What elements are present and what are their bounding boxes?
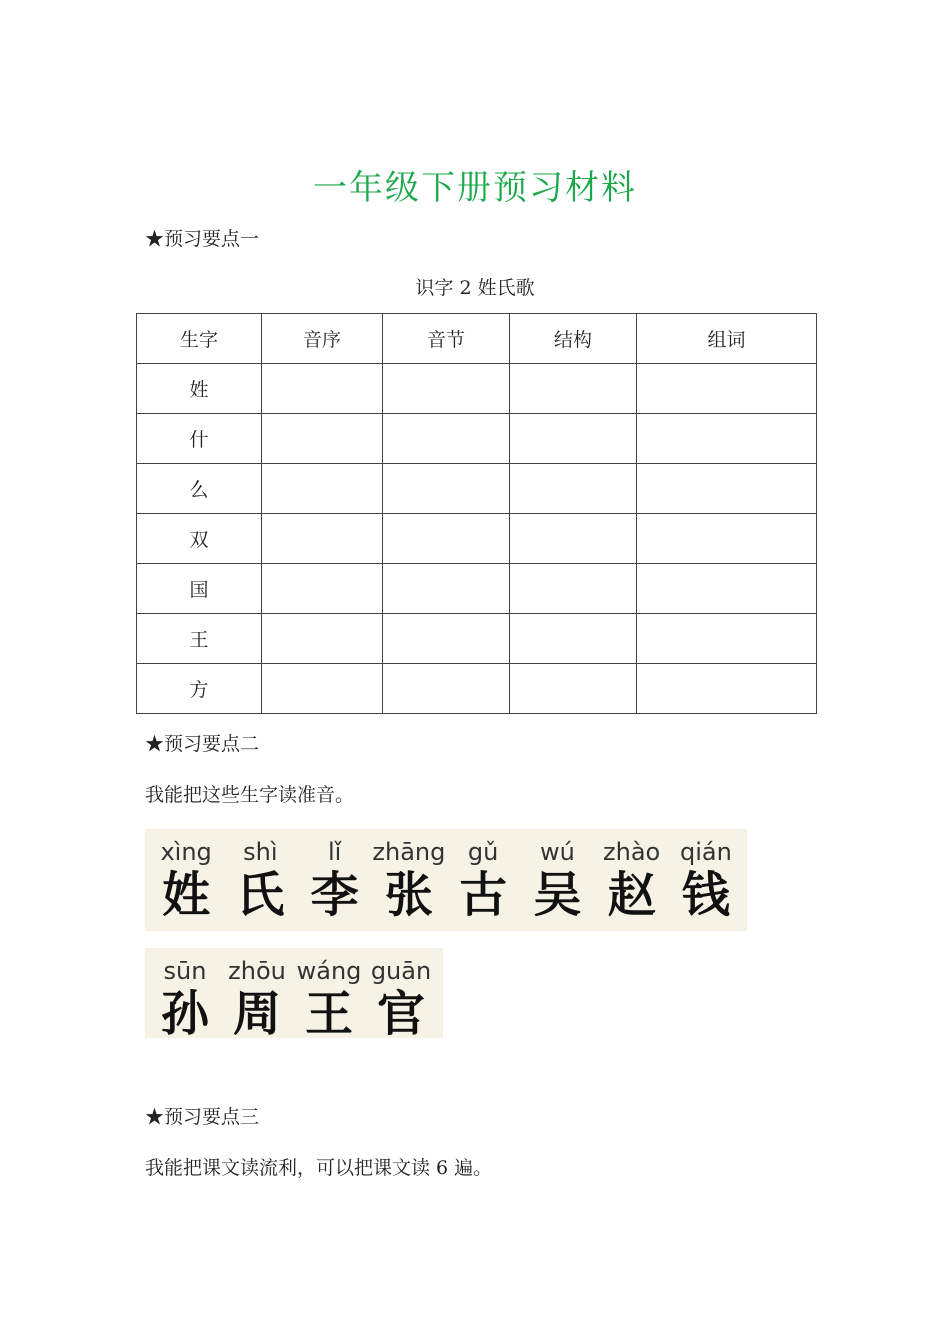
blank-cell[interactable] bbox=[637, 564, 817, 614]
pinyin-character bbox=[223, 829, 297, 931]
blank-cell[interactable] bbox=[510, 464, 637, 514]
blank-cell[interactable] bbox=[510, 514, 637, 564]
hanzi: 李 bbox=[310, 867, 359, 923]
blank-cell[interactable] bbox=[262, 664, 383, 714]
blank-cell[interactable] bbox=[383, 514, 510, 564]
blank-cell[interactable] bbox=[383, 414, 510, 464]
hanzi: 氏 bbox=[236, 867, 285, 923]
blank-cell[interactable] bbox=[510, 564, 637, 614]
table-row bbox=[137, 664, 817, 714]
table-row bbox=[137, 564, 817, 614]
table-row bbox=[137, 514, 817, 564]
character-cell: 国 bbox=[137, 564, 262, 614]
pinyin: lǐ bbox=[327, 838, 342, 866]
table-row bbox=[137, 364, 817, 414]
hanzi: 官 bbox=[376, 986, 425, 1042]
pinyin-strip bbox=[145, 829, 747, 931]
character-cell: 双 bbox=[137, 514, 262, 564]
table-row bbox=[137, 414, 817, 464]
instruction-text: 我能把课文读流利，可以把课文读 6 遍。 bbox=[145, 1157, 493, 1179]
character-cell: 王 bbox=[137, 614, 262, 664]
blank-cell[interactable] bbox=[383, 364, 510, 414]
column-header: 结构 bbox=[510, 314, 637, 364]
pinyin-character bbox=[520, 829, 594, 931]
blank-cell[interactable] bbox=[510, 664, 637, 714]
blank-cell[interactable] bbox=[637, 464, 817, 514]
pinyin-character bbox=[293, 948, 365, 1042]
column-header: 音序 bbox=[262, 314, 383, 364]
pinyin-character bbox=[149, 948, 221, 1042]
blank-cell[interactable] bbox=[637, 514, 817, 564]
character-cell: 方 bbox=[137, 664, 262, 714]
pinyin: guān bbox=[370, 957, 432, 985]
pinyin: qián bbox=[679, 838, 732, 866]
hanzi: 王 bbox=[304, 986, 353, 1042]
pinyin: shì bbox=[243, 838, 278, 866]
section-heading-2: ★预习要点二 bbox=[145, 733, 260, 755]
blank-cell[interactable] bbox=[510, 414, 637, 464]
hanzi: 钱 bbox=[681, 867, 730, 923]
pinyin: xìng bbox=[160, 838, 212, 866]
column-header: 音节 bbox=[383, 314, 510, 364]
pinyin: wáng bbox=[296, 957, 362, 985]
blank-cell[interactable] bbox=[383, 614, 510, 664]
hanzi: 古 bbox=[459, 867, 508, 923]
blank-cell[interactable] bbox=[262, 464, 383, 514]
character-cell: 姓 bbox=[137, 364, 262, 414]
pinyin-character bbox=[298, 829, 372, 931]
hanzi: 孙 bbox=[160, 986, 209, 1042]
pinyin-character bbox=[221, 948, 293, 1042]
pinyin: zhāng bbox=[372, 838, 446, 866]
pinyin: zhào bbox=[603, 838, 661, 866]
blank-cell[interactable] bbox=[262, 614, 383, 664]
column-header: 组词 bbox=[637, 314, 817, 364]
lesson-title: 识字 2 姓氏歌 bbox=[415, 277, 535, 299]
character-cell: 么 bbox=[137, 464, 262, 514]
blank-cell[interactable] bbox=[262, 364, 383, 414]
blank-cell[interactable] bbox=[383, 564, 510, 614]
hanzi: 吴 bbox=[533, 867, 582, 923]
pinyin-character bbox=[446, 829, 520, 931]
blank-cell[interactable] bbox=[637, 414, 817, 464]
pinyin: wú bbox=[539, 838, 575, 866]
section-heading-1: ★预习要点一 bbox=[145, 228, 260, 250]
character-cell: 什 bbox=[137, 414, 262, 464]
blank-cell[interactable] bbox=[637, 364, 817, 414]
blank-cell[interactable] bbox=[383, 464, 510, 514]
pinyin-strip bbox=[145, 948, 443, 1042]
pinyin: gǔ bbox=[467, 838, 499, 866]
table-row bbox=[137, 464, 817, 514]
hanzi: 张 bbox=[384, 867, 433, 923]
table-header-row bbox=[137, 314, 817, 364]
pinyin: sūn bbox=[163, 957, 207, 985]
pinyin-character bbox=[149, 829, 223, 931]
blank-cell[interactable] bbox=[383, 664, 510, 714]
instruction-text: 我能把这些生字读准音。 bbox=[145, 784, 355, 806]
hanzi: 姓 bbox=[162, 867, 211, 923]
character-table bbox=[136, 313, 817, 714]
pinyin: zhōu bbox=[228, 957, 286, 985]
pinyin-character bbox=[365, 948, 437, 1042]
blank-cell[interactable] bbox=[262, 414, 383, 464]
section-heading-3: ★预习要点三 bbox=[145, 1106, 260, 1128]
hanzi: 赵 bbox=[607, 867, 656, 923]
hanzi: 周 bbox=[232, 986, 281, 1042]
pinyin-character bbox=[372, 829, 446, 931]
blank-cell[interactable] bbox=[510, 614, 637, 664]
column-header: 生字 bbox=[137, 314, 262, 364]
blank-cell[interactable] bbox=[510, 364, 637, 414]
page-title: 一年级下册预习材料 bbox=[313, 168, 637, 208]
blank-cell[interactable] bbox=[262, 514, 383, 564]
blank-cell[interactable] bbox=[262, 564, 383, 614]
pinyin-character bbox=[595, 829, 669, 931]
blank-cell[interactable] bbox=[637, 614, 817, 664]
table-row bbox=[137, 614, 817, 664]
pinyin-character bbox=[669, 829, 743, 931]
blank-cell[interactable] bbox=[637, 664, 817, 714]
